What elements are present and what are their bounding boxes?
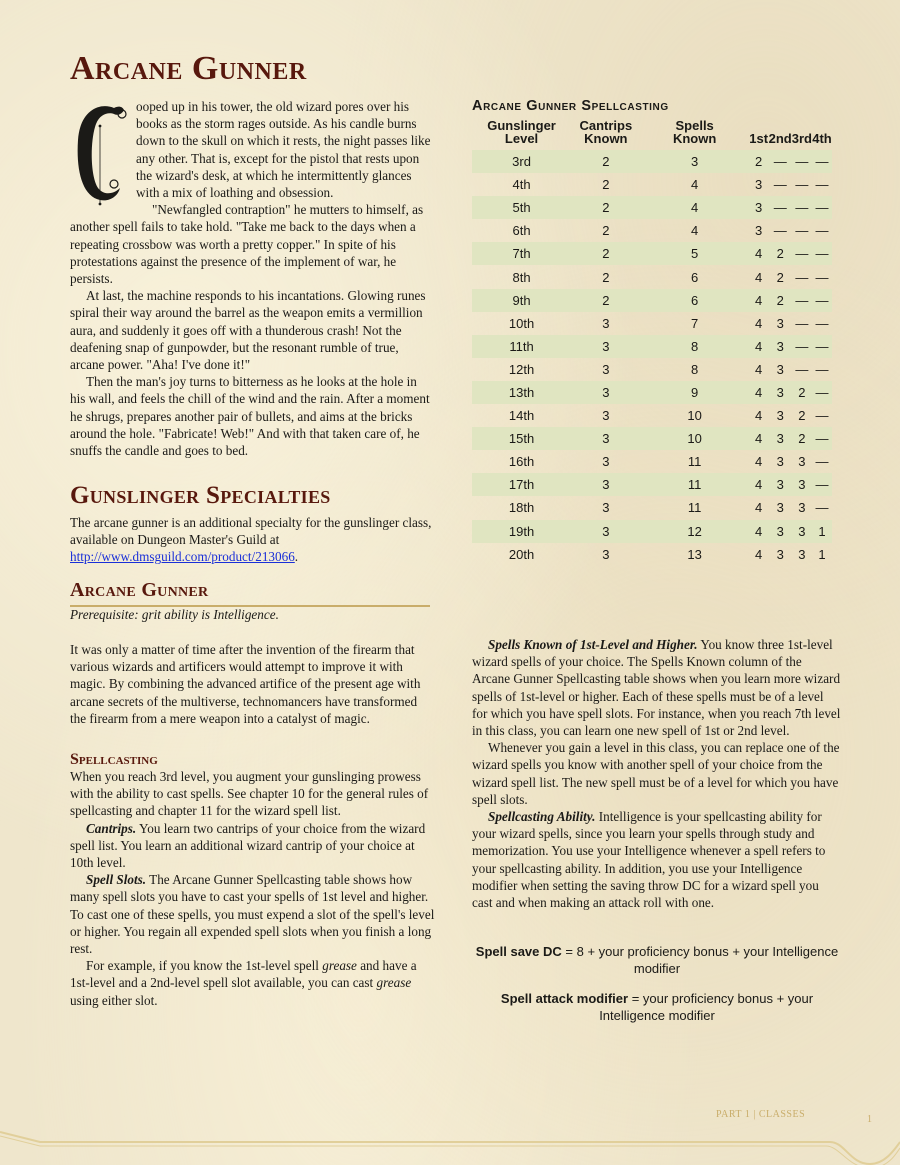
cell-slot-2nd: 2	[769, 289, 792, 312]
cell-spells-known: 10	[641, 427, 749, 450]
cell-slot-1st: 4	[755, 500, 763, 516]
table-row	[472, 312, 832, 335]
cell-slot-1st: 4	[749, 381, 769, 404]
cell-slot-4th: —	[815, 177, 829, 193]
cell-slot-1st: 4	[749, 473, 769, 496]
cell-slot-4th: —	[812, 242, 832, 265]
arcane-gunner-description: It was only a matter of time after the invention of the firearm that various wizards and artificers would attempt to improve it with magic. By combining the advanced artifice of the present age with arcane secrets of the multiverse, technomancers have transformed the firearm from a mere weapon into a catalyst of magic.	[70, 642, 421, 726]
cell-slot-3rd: 3	[792, 520, 812, 543]
cell-slot-4th: —	[815, 500, 829, 516]
cell-level: 17th	[472, 473, 571, 496]
table-row	[472, 450, 832, 473]
cell-slot-2nd: —	[773, 223, 787, 239]
cell-slot-2nd: 3	[776, 361, 784, 377]
cell-spells-known: 11	[641, 473, 749, 496]
intro-paragraph-1: ooped up in his tower, the old wizard pores over his books as the storm rages outside. As his candle burns down to the skull on which it rests, the night passes like any other. That is, except for the pistol that rests upon the wizard's desk, at which he intermittently glances with a mix of loathing and obsession.	[136, 99, 431, 201]
cell-level: 13th	[472, 381, 571, 404]
arcane-gunner-heading: Arcane Gunner	[70, 580, 430, 607]
cell-slot-4th: —	[815, 315, 829, 331]
table-row	[472, 173, 832, 196]
drop-cap-c-icon	[70, 100, 128, 206]
cell-slot-3rd: —	[795, 315, 809, 331]
cell-slot-4th: —	[812, 427, 832, 450]
cell-slot-1st: 4	[755, 408, 763, 424]
cell-slot-1st: 4	[755, 315, 763, 331]
cell-cantrips-known: 3	[571, 381, 641, 404]
cell-level: 9th	[472, 289, 571, 312]
cell-slot-3rd: —	[795, 177, 809, 193]
cell-spells-known: 6	[691, 269, 699, 285]
spell-save-dc-formula: Spell save DC = 8 + your proficiency bonus + your Intelligence modifier	[475, 944, 839, 976]
cell-spells-known: 4	[691, 177, 699, 193]
cell-spells-known: 9	[641, 381, 749, 404]
cell-spells-known: 3	[641, 150, 749, 173]
table-row	[472, 358, 832, 381]
cell-slot-4th: 1	[812, 520, 832, 543]
cell-slot-4th: —	[812, 196, 832, 219]
table-row	[472, 427, 832, 450]
cell-slot-4th: —	[815, 361, 829, 377]
table-row	[472, 265, 832, 288]
cell-slot-1st: 4	[749, 289, 769, 312]
footer-section: PART 1 | CLASSES	[716, 1109, 806, 1120]
cell-slot-1st: 3	[749, 196, 769, 219]
cell-slot-3rd: 3	[798, 546, 806, 562]
spell-attack-formula: Spell attack modifier = your proficiency bonus + your Intelligence modifier	[500, 991, 814, 1023]
cell-level: 16th	[508, 454, 535, 470]
cell-level: 4th	[512, 177, 531, 193]
table-row	[472, 335, 832, 358]
intro-paragraph-3: At last, the machine responds to his incantations. Glowing runes spiral their way around the barrel as the weapon emits a vermillion aura, and suddenly it goes off with a thunderous crash! Not the deafening snap of gunpowder, but the resonant rumble of true, arcane power. "Aha! I've done it!"	[70, 288, 426, 373]
cell-slot-4th: —	[812, 473, 832, 496]
cell-slot-2nd: 3	[769, 335, 792, 358]
cell-slot-3rd: —	[795, 269, 809, 285]
spellcasting-table	[472, 116, 832, 566]
col-gunslinger-level: Gunslinger Level	[487, 118, 556, 146]
specialties-heading: Gunslinger Specialties	[70, 482, 331, 509]
cell-spells-known: 11	[687, 454, 702, 470]
cell-level: 7th	[472, 242, 571, 265]
footer-ornament-icon	[0, 1124, 900, 1165]
cell-slot-2nd: 3	[769, 381, 792, 404]
table-row	[472, 473, 832, 496]
cell-cantrips-known: 2	[571, 196, 641, 219]
cell-slot-2nd: 3	[776, 454, 784, 470]
cell-cantrips-known: 2	[571, 242, 641, 265]
cell-slot-2nd: 3	[776, 546, 784, 562]
cell-slot-1st: 4	[755, 454, 763, 470]
spells-known-paragraph: Spells Known of 1st-Level and Higher. You know three 1st-level wizard spells of your choice. The Spells Known column of the Arcane Gunner Spellcasting table shows when you learn more wizard spells of 1st-level or higher. Each of these spells must be of a level for which you have spell slots. For instance, when you reach 7th level in this class, you can learn one new spell of 1st or 2nd level.	[472, 637, 841, 739]
cell-slot-2nd: 3	[769, 427, 792, 450]
cell-slot-3rd: —	[795, 361, 809, 377]
cantrips-paragraph: Cantrips. You learn two cantrips of your choice from the wizard spell list. You learn an additional wizard cantrip of your choice at 10th level.	[70, 820, 426, 871]
cell-cantrips-known: 3	[602, 454, 610, 470]
cell-level: 8th	[512, 269, 531, 285]
cell-slot-2nd: 2	[776, 269, 784, 285]
example-paragraph: For example, if you know the 1st-level spell grease and have a 1st-level and a 2nd-level spell slot available, you can cast grease using either slot.	[70, 958, 417, 1008]
cell-slot-2nd: 3	[769, 473, 792, 496]
cell-cantrips-known: 2	[602, 223, 610, 239]
cell-level: 3rd	[472, 150, 571, 173]
cell-slot-1st: 4	[755, 269, 763, 285]
cell-cantrips-known: 3	[571, 473, 641, 496]
cell-spells-known: 6	[641, 289, 749, 312]
cell-cantrips-known: 2	[571, 289, 641, 312]
cell-slot-4th: —	[815, 454, 829, 470]
cell-slot-3rd: 2	[792, 427, 812, 450]
cell-cantrips-known: 3	[602, 408, 610, 424]
cell-slot-4th: —	[815, 269, 829, 285]
cell-slot-4th: —	[815, 223, 829, 239]
cell-slot-4th: —	[815, 408, 829, 424]
dmsguild-link[interactable]: http://www.dmsguild.com/product/213066	[70, 549, 295, 565]
cell-slot-1st: 4	[755, 361, 763, 377]
specialties-text: The arcane gunner is an additional specialty for the gunslinger class, available on Dungeon Master's Guild at http://www.dmsguild.com/product/213066.	[70, 515, 432, 565]
cell-slot-2nd: 3	[776, 408, 784, 424]
cell-slot-3rd: 2	[798, 408, 806, 424]
cell-spells-known: 5	[641, 242, 749, 265]
spellcasting-intro: When you reach 3rd level, you augment your gunslinging prowess with the ability to cast spells. See chapter 10 for the general rules of spellcasting and chapter 11 for the wizard spell list.	[70, 769, 429, 819]
table-row	[472, 242, 832, 265]
cell-spells-known: 10	[687, 408, 702, 424]
cell-level: 15th	[472, 427, 571, 450]
cell-slot-2nd: 3	[776, 315, 784, 331]
cell-slot-3rd: —	[792, 242, 812, 265]
table-row	[472, 404, 832, 427]
table-row	[472, 150, 832, 173]
cell-slot-4th: 1	[818, 546, 826, 562]
table-row	[472, 219, 832, 242]
cell-slot-3rd: 3	[798, 500, 806, 516]
cell-spells-known: 4	[691, 223, 699, 239]
cell-slot-1st: 4	[749, 335, 769, 358]
cell-level: 5th	[472, 196, 571, 219]
cell-level: 18th	[508, 500, 535, 516]
cell-spells-known: 13	[687, 546, 702, 562]
cell-slot-1st: 4	[755, 546, 763, 562]
cell-slot-3rd: —	[795, 223, 809, 239]
cell-spells-known: 8	[641, 335, 749, 358]
table-row	[472, 381, 832, 404]
cell-slot-2nd: —	[769, 196, 792, 219]
cell-level: 12th	[508, 361, 535, 377]
cell-level: 10th	[508, 315, 535, 331]
cell-slot-2nd: 3	[769, 520, 792, 543]
prerequisite: Prerequisite: grit ability is Intelligence.	[70, 607, 279, 622]
spellcasting-ability-paragraph: Spellcasting Ability. Intelligence is your spellcasting ability for your wizard spells, since you learn your spells through study and memorization. You use your Intelligence whenever a spell refers to your spellcasting ability. In addition, you use your Intelligence modifier when setting the saving throw DC for a wizard spell you cast and when making an attack roll with one.	[472, 809, 826, 911]
cell-slot-3rd: —	[792, 289, 812, 312]
cell-cantrips-known: 2	[602, 269, 610, 285]
cell-spells-known: 11	[687, 500, 702, 516]
page-title: Arcane Gunner	[70, 50, 307, 87]
cell-slot-3rd: —	[792, 150, 812, 173]
cell-cantrips-known: 2	[602, 177, 610, 193]
cell-cantrips-known: 3	[602, 546, 610, 562]
col-slot-4th: 4th	[812, 131, 832, 146]
table-row	[472, 196, 832, 219]
table-row	[472, 289, 832, 312]
col-slot-3rd: 3rd	[791, 131, 812, 146]
cell-cantrips-known: 3	[602, 315, 610, 331]
cell-level: 11th	[472, 335, 571, 358]
cell-level: 14th	[508, 408, 535, 424]
cell-slot-2nd: —	[773, 177, 787, 193]
cell-slot-4th: —	[812, 381, 832, 404]
cell-cantrips-known: 3	[602, 361, 610, 377]
spellcasting-right	[472, 636, 842, 911]
col-spells-known: Spells Known	[672, 118, 717, 146]
cell-slot-3rd: —	[792, 335, 812, 358]
cell-slot-1st: 2	[749, 150, 769, 173]
cell-spells-known: 7	[691, 315, 699, 331]
table-title: Arcane Gunner Spellcasting	[472, 98, 669, 114]
table-row	[472, 496, 832, 519]
cell-slot-1st: 4	[749, 242, 769, 265]
cell-slot-3rd: 2	[792, 381, 812, 404]
page-number: 1	[867, 1114, 872, 1125]
cell-slot-3rd: —	[792, 196, 812, 219]
table-row	[472, 520, 832, 543]
spellcasting-left	[70, 768, 435, 1009]
spellcasting-heading: Spellcasting	[70, 751, 158, 768]
cell-cantrips-known: 3	[602, 500, 610, 516]
col-slot-2nd: 2nd	[768, 131, 792, 146]
cell-level: 19th	[472, 520, 571, 543]
cell-spells-known: 12	[641, 520, 749, 543]
col-cantrips-known: Cantrips Known	[579, 118, 633, 146]
table-row	[472, 543, 832, 566]
cell-slot-4th: —	[812, 335, 832, 358]
col-slot-1st: 1st	[749, 131, 769, 146]
replace-spell-paragraph: Whenever you gain a level in this class, you can replace one of the wizard spells you know with another spell of your choice from the wizard spell list. The new spell must be of a level for which you have spell slots.	[472, 740, 840, 807]
cell-slot-2nd: 2	[769, 242, 792, 265]
cell-cantrips-known: 3	[571, 520, 641, 543]
spell-slots-paragraph: Spell Slots. The Arcane Gunner Spellcasting table shows how many spell slots you have to cast your spells of 1st level and higher. To cast one of these spells, you must expend a slot of the spell's level or higher. You regain all expended spell slots when you finish a long rest.	[70, 872, 435, 957]
cell-slot-1st: 4	[749, 520, 769, 543]
cell-level: 6th	[512, 223, 531, 239]
cell-slot-3rd: 3	[792, 473, 812, 496]
intro-story	[70, 98, 435, 459]
cell-slot-3rd: 3	[798, 454, 806, 470]
cell-cantrips-known: 3	[571, 335, 641, 358]
cell-slot-4th: —	[812, 289, 832, 312]
cell-slot-2nd: 3	[776, 500, 784, 516]
intro-paragraph-4: Then the man's joy turns to bitterness as he looks at the hole in his wall, and feels the chill of the wind and the rain. After a moment he shrugs, prepares another pair of bullets, and aims at the bricks around the hole. "Fabricate! Web!" And with that taken care of, he snuffs the candle and goes to bed.	[70, 374, 430, 459]
cell-spells-known: 4	[641, 196, 749, 219]
cell-slot-2nd: —	[769, 150, 792, 173]
table-header-row	[472, 116, 832, 150]
intro-paragraph-2: "Newfangled contraption" he mutters to himself, as another spell fails to take hold. "Take me back to the days when a repeating crossbow was worth a pretty copper." In spite of his protestations against the presence of the implement of war, he persists.	[70, 202, 424, 287]
cell-cantrips-known: 2	[571, 150, 641, 173]
cell-slot-4th: —	[812, 150, 832, 173]
cell-cantrips-known: 3	[571, 427, 641, 450]
cell-slot-1st: 3	[755, 177, 763, 193]
cell-slot-1st: 3	[755, 223, 763, 239]
cell-level: 20th	[508, 546, 535, 562]
cell-spells-known: 8	[691, 361, 699, 377]
cell-slot-1st: 4	[749, 427, 769, 450]
